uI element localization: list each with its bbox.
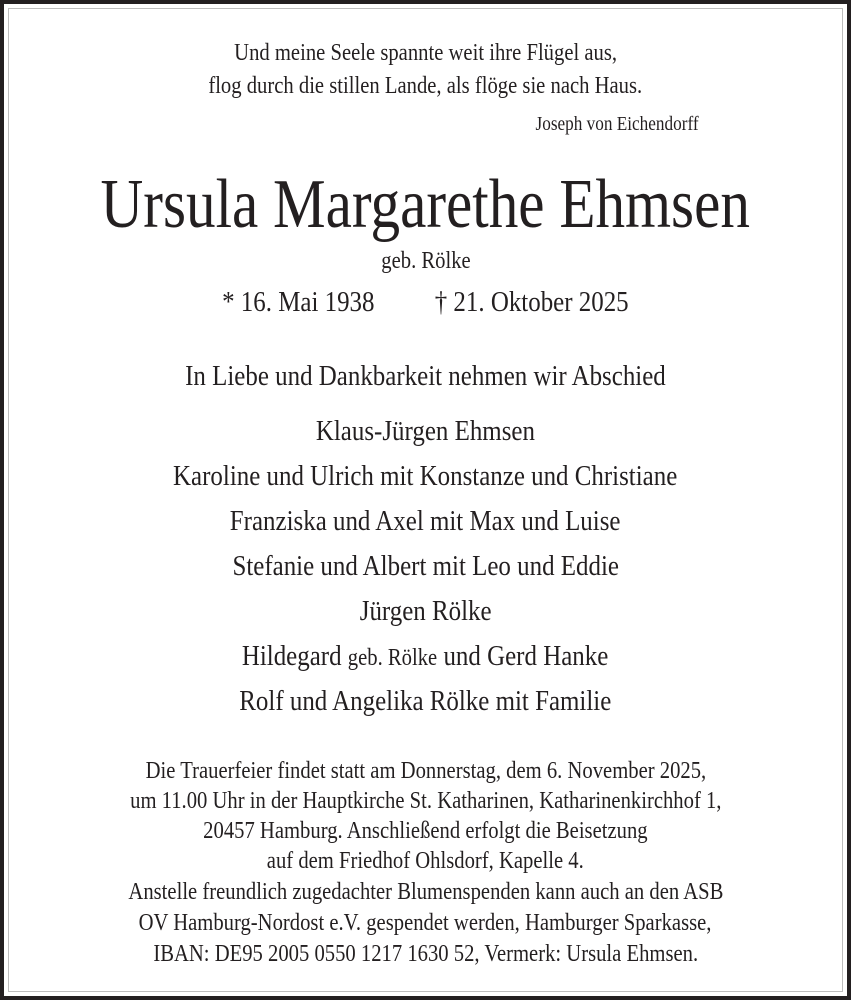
ceremony-text: um 11.00 Uhr in der Hauptkirche St. Katharinen, Katharinenkirchhof 1, <box>129 788 722 814</box>
ceremony-text: 20457 Hamburg. Anschließend erfolgt die Beisetzung <box>203 818 648 844</box>
mourner-line <box>0 597 851 626</box>
maiden-name <box>0 249 851 273</box>
donation-text: Anstelle freundlich zugedachter Blumenspenden kann auch an den ASB <box>128 879 723 905</box>
ceremony-line <box>0 759 851 783</box>
farewell-intro <box>0 362 851 391</box>
mourner-text: Franziska und Axel mit Max und Luise <box>230 505 621 537</box>
quote-author-text: Joseph von Eichendorff <box>535 113 699 135</box>
deceased-name-text: Ursula Margarethe Ehmsen <box>100 166 751 243</box>
maiden-name-text: geb. Rölke <box>380 248 471 274</box>
mourner-text: Karoline und Ulrich mit Konstanze und Christiane <box>173 460 678 492</box>
mourner-text: Rolf und Angelika Rölke mit Familie <box>239 685 612 717</box>
mourner-maiden-name: geb. Rölke <box>348 645 438 671</box>
quote-text: flog durch die stillen Lande, als flöge sie nach Haus. <box>208 73 643 99</box>
mourner-text: Stefanie und Albert mit Leo und Eddie <box>232 550 619 582</box>
mourner-line <box>0 552 851 581</box>
ceremony-text: Die Trauerfeier findet statt am Donnerstag, dem 6. November 2025, <box>145 758 706 784</box>
ceremony-line <box>0 819 851 843</box>
quote-line-1 <box>0 41 851 65</box>
death-date: † 21. Oktober 2025 <box>434 286 629 318</box>
mourner-line <box>0 507 851 536</box>
mourner-line <box>0 642 851 671</box>
mourner-line <box>0 687 851 716</box>
deceased-name <box>0 166 851 243</box>
donation-line <box>0 942 851 966</box>
ceremony-line <box>0 789 851 813</box>
life-dates <box>0 288 851 317</box>
ceremony-text: auf dem Friedhof Ohlsdorf, Kapelle 4. <box>267 848 584 874</box>
farewell-intro-text: In Liebe und Dankbarkeit nehmen wir Abschied <box>185 360 666 392</box>
donation-text: IBAN: DE95 2005 0550 1217 1630 52, Vermerk: Ursula Ehmsen. <box>153 941 698 967</box>
mourner-text: Jürgen Rölke <box>359 595 492 627</box>
mourner-text: Hildegard <box>242 640 349 672</box>
donation-line <box>0 880 851 904</box>
quote-text: Und meine Seele spannte weit ihre Flügel aus, <box>234 40 617 66</box>
donation-text: OV Hamburg-Nordost e.V. gespendet werden, Hamburger Sparkasse, <box>139 910 712 936</box>
mourner-text: Klaus-Jürgen Ehmsen <box>315 415 536 447</box>
quote-author <box>509 114 699 134</box>
mourner-line <box>0 417 851 446</box>
mourner-line <box>0 462 851 491</box>
birth-date: * 16. Mai 1938 <box>222 286 375 318</box>
frame-inner-edge <box>8 8 843 992</box>
mourner-text: und Gerd Hanke <box>437 640 609 672</box>
ceremony-line <box>0 849 851 873</box>
donation-line <box>0 911 851 935</box>
quote-line-2 <box>0 74 851 98</box>
